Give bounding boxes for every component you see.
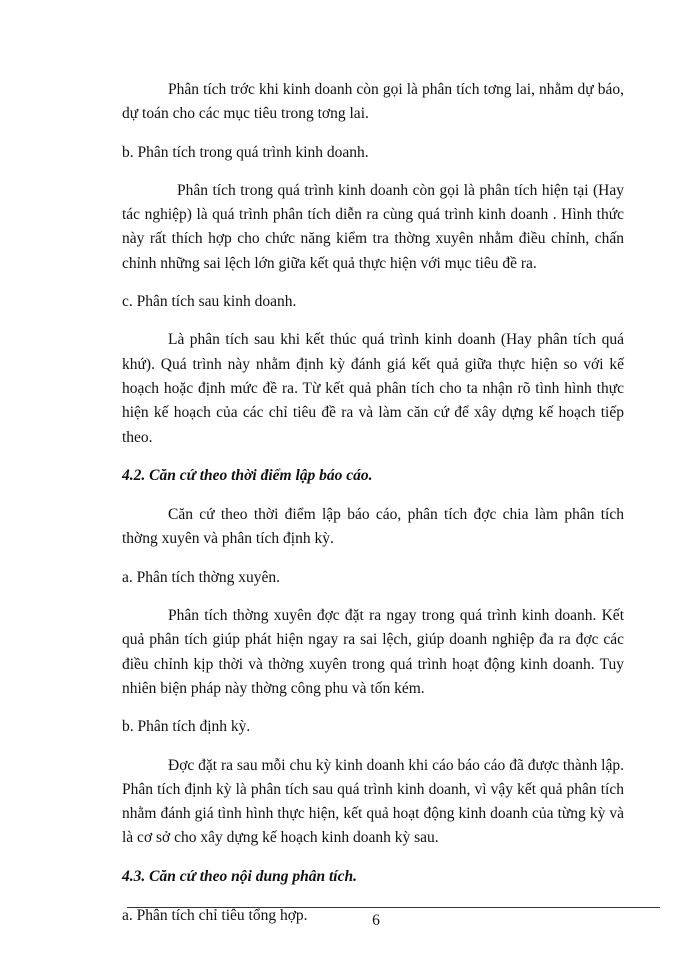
subheading-post-business-analysis: c. Phân tích sau kinh doanh.	[122, 293, 297, 311]
page-number: 6	[372, 912, 380, 929]
footer-divider	[127, 907, 660, 908]
subheading-in-process-analysis: b. Phân tích trong quá trình kinh doanh.	[122, 143, 369, 161]
document-body	[122, 78, 624, 942]
paragraph-pre-business-analysis: Phân tích trớc khi kinh doanh còn gọi là phân tích tơng lai, nhằm dự báo, dự toán cho các mục tiêu trong tơng lai.	[122, 81, 624, 123]
paragraph-regular-analysis: Phân tích thờng xuyên đợc đặt ra ngay trong quá trình kinh doanh. Kết quả phân tích giúp phát hiện ngay ra sai lệch, giúp doanh nghiệp đa ra đợc các điều chỉnh kịp thời và thờng xuyên trong quá trình hoạt động kinh doanh. Tuy nhiên biện pháp này thờng công phu và tốn kém.	[122, 607, 624, 697]
subheading-periodic-analysis: b. Phân tích định kỳ.	[122, 718, 251, 736]
section-heading-4-2: 4.2. Căn cứ theo thời điểm lập báo cáo.	[122, 466, 373, 484]
subheading-summary-indicator-analysis: a. Phân tích chỉ tiêu tổng hợp.	[122, 907, 308, 925]
subheading-regular-analysis: a. Phân tích thờng xuyên.	[122, 568, 281, 586]
paragraph-post-business-analysis: Là phân tích sau khi kết thúc quá trình kinh doanh (Hay phân tích quá khứ). Quá trình này nhằm định kỳ đánh giá kết quả giữa thực hiện so với kế hoạch hoặc định mức đề ra. Từ kết quả phân tích cho ta nhận rõ tình hình thực hiện kế hoạch của các chỉ tiêu đề ra và làm căn cứ để xây dựng kế hoạch tiếp theo.	[122, 331, 624, 446]
section-heading-4-3: 4.3. Căn cứ theo nội dung phân tích.	[122, 867, 357, 885]
paragraph-periodic-analysis: Đợc đặt ra sau mỗi chu kỳ kinh doanh khi cáo báo cáo đã được thành lập. Phân tích định kỳ là phân tích sau quá trình kinh doanh, vì vậy kết quả phân tích nhằm đánh giá tình hình thực hiện, kết quả hoạt động kinh doanh của từng kỳ và là cơ sở cho xây dựng kế hoạch kinh doanh kỳ sau.	[122, 756, 624, 847]
paragraph-report-timing: Căn cứ theo thời điểm lập báo cáo, phân tích đợc chia làm phân tích thờng xuyên và phân tích định kỳ.	[122, 506, 624, 548]
paragraph-in-process-analysis: Phân tích trong quá trình kinh doanh còn gọi là phân tích hiện tại (Hay tác nghiệp) là quá trình phân tích diễn ra cùng quá trình kinh doanh . Hình thức này rất thích hợp cho chức năng kiểm tra thờng xuyên nhằm điều chỉnh, chấn chỉnh những sai lệch lớn giữa kết quả thực hiện với mục tiêu đề ra.	[122, 181, 624, 272]
